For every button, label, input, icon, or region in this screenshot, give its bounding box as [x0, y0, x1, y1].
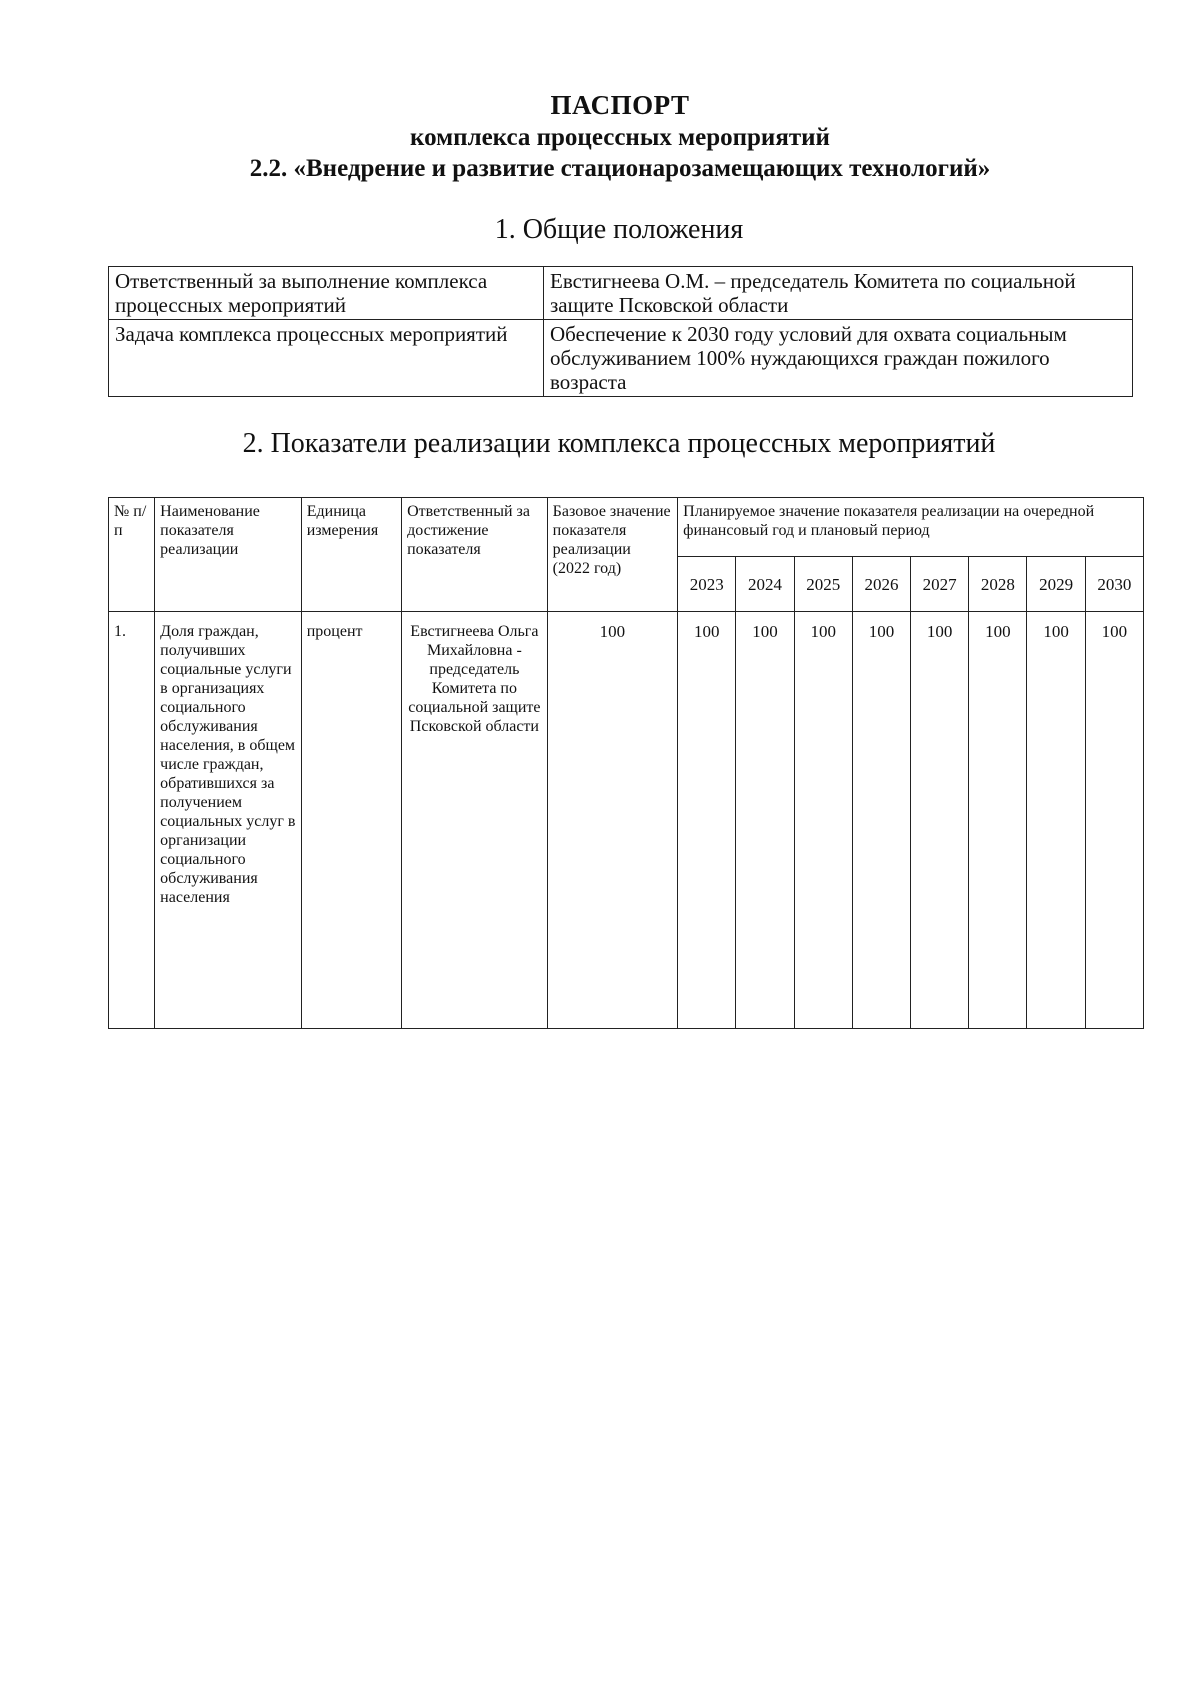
col-header-planned: Планируемое значение показателя реализации на очередной финансовый год и плановый период — [678, 498, 1144, 557]
col-header-num: № п/п — [109, 498, 155, 612]
col-header-name: Наименование показателя реализации — [155, 498, 302, 612]
planned-value: 100 — [678, 612, 736, 1029]
section-general-heading: 1. Общие положения — [494, 214, 744, 245]
base-value: 100 — [547, 612, 678, 1029]
year-header: 2023 — [678, 557, 736, 612]
section-indicators-heading: 2. Показатели реализации комплекса процессных мероприятий — [242, 428, 996, 459]
year-header: 2029 — [1027, 557, 1085, 612]
planned-value: 100 — [1027, 612, 1085, 1029]
indicator-unit: процент — [301, 612, 401, 1029]
planned-value: 100 — [969, 612, 1027, 1029]
header-row — [109, 498, 1144, 557]
year-header: 2024 — [736, 557, 794, 612]
task-value: Обеспечение к 2030 году условий для охвата социальным обслуживанием 100% нуждающихся граждан пожилого возраста — [544, 320, 1133, 397]
year-header: 2026 — [852, 557, 910, 612]
row-num: 1. — [109, 612, 155, 1029]
indicator-name: Доля граждан, получивших социальные услуги в организациях социального обслуживания населения, в общем числе граждан, обратившихся за получением социальных услуг в организации социального обслуживания населения — [155, 612, 302, 1029]
responsible-value: Евстигнеева О.М. – председатель Комитета по социальной защите Псковской области — [544, 267, 1133, 320]
document-subtitle: комплекса процессных мероприятий — [410, 124, 830, 151]
general-provisions-table — [108, 266, 1133, 397]
indicators-table — [108, 497, 1144, 1029]
title-block — [0, 88, 1200, 184]
table-row — [109, 612, 1144, 1029]
task-label: Задача комплекса процессных мероприятий — [109, 320, 544, 397]
planned-value: 100 — [911, 612, 969, 1029]
indicator-responsible: Евстигнеева Ольга Михайловна - председатель Комитета по социальной защите Псковской области — [402, 612, 548, 1029]
year-header: 2025 — [794, 557, 852, 612]
table-row — [109, 320, 1133, 397]
col-header-responsible: Ответственный за достижение показателя — [402, 498, 548, 612]
planned-value: 100 — [736, 612, 794, 1029]
planned-value: 100 — [1085, 612, 1143, 1029]
program-name: 2.2. «Внедрение и развитие стационарозамещающих технологий» — [249, 155, 991, 182]
table-row — [109, 267, 1133, 320]
responsible-label: Ответственный за выполнение комплекса процессных мероприятий — [109, 267, 544, 320]
year-header: 2030 — [1085, 557, 1143, 612]
col-header-base: Базовое значение показателя реализации (2022 год) — [547, 498, 678, 612]
year-header: 2028 — [969, 557, 1027, 612]
col-header-unit: Единица измерения — [301, 498, 401, 612]
planned-value: 100 — [852, 612, 910, 1029]
planned-value: 100 — [794, 612, 852, 1029]
year-header: 2027 — [911, 557, 969, 612]
document-title: ПАСПОРТ — [550, 90, 690, 120]
